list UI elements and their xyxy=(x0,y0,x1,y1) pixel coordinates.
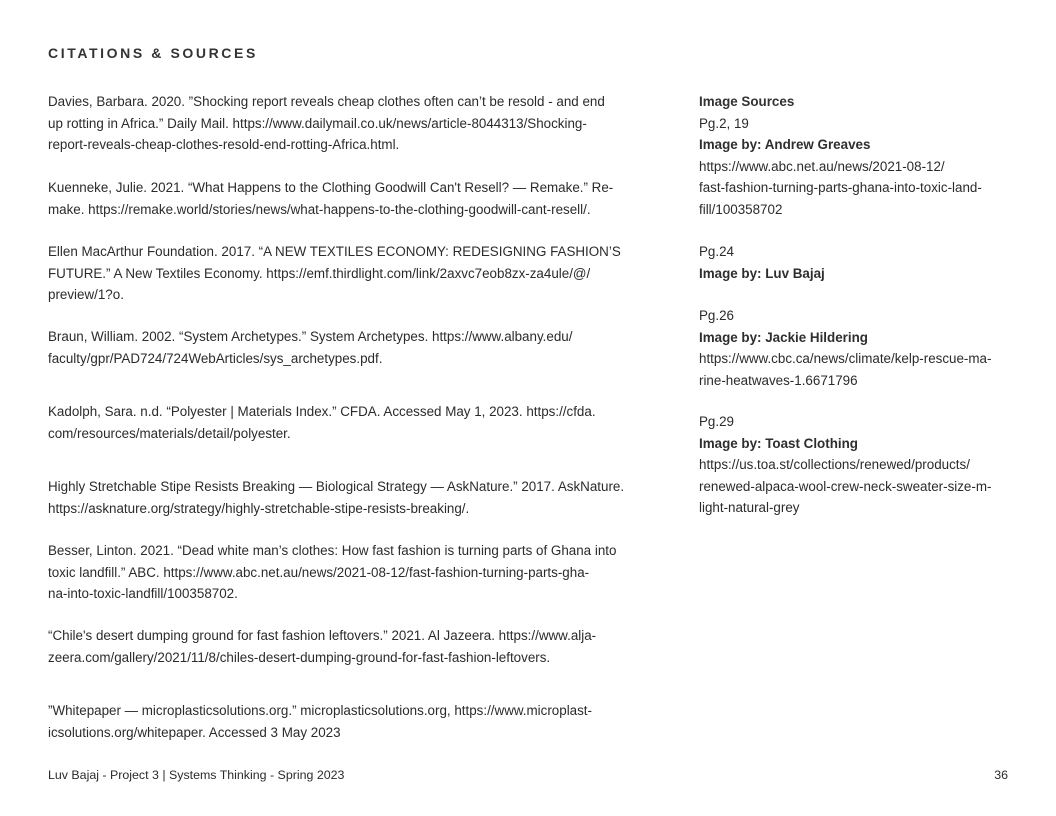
citation-line: toxic landfill.” ABC. https://www.abc.net.au/news/2021-08-12/fast-fashion-turning-parts-gha- xyxy=(48,564,590,580)
citation-line: ”Whitepaper — microplasticsolutions.org.” microplasticsolutions.org, https://www.microplast- xyxy=(48,703,592,718)
citation-line: zeera.com/gallery/2021/11/8/chiles-desert-dumping-ground-for-fast-fashion-leftovers. xyxy=(48,649,551,665)
citation-line: FUTURE.” A New Textiles Economy. https://emf.thirdlight.com/link/2axvc7eob8zx-za4ule/@/ xyxy=(48,265,591,281)
source-url-line: https://www.cbc.ca/news/climate/kelp-rescue-ma- xyxy=(699,351,992,366)
image-source-block xyxy=(699,411,1019,519)
citation-item xyxy=(48,401,613,444)
citation-line: Kadolph, Sara. n.d. “Polyester | Materials Index.” CFDA. Accessed May 1, 2023. https://cfda. xyxy=(48,404,596,419)
citation-line: Highly Stretchable Stipe Resists Breaking — Biological Strategy — AskNature.” 2017. AskNature. xyxy=(48,479,625,494)
image-credit: Image by: Andrew Greaves xyxy=(699,137,871,152)
image-source-block xyxy=(699,91,1019,220)
citation-line: Davies, Barbara. 2020. ”Shocking report reveals cheap clothes often can’t be resold - and end xyxy=(48,94,605,109)
source-url-line: https://us.toa.st/collections/renewed/products/ xyxy=(699,457,970,472)
citation-line: Ellen MacArthur Foundation. 2017. “A NEW TEXTILES ECONOMY: REDESIGNING FASHION’S xyxy=(48,244,621,259)
citation-line: preview/1?o. xyxy=(48,287,124,302)
page-number: 36 xyxy=(994,768,1008,782)
citation-line: na-into-toxic-landfill/100358702. xyxy=(48,586,238,601)
citation-line: up rotting in Africa.” Daily Mail. https://www.dailymail.co.uk/news/article-8044313/Shocking- xyxy=(48,115,587,131)
source-url-line: renewed-alpaca-wool-crew-neck-sweater-size-m- xyxy=(699,478,992,494)
image-sources-title: Image Sources xyxy=(699,94,795,109)
image-credit: Image by: Toast Clothing xyxy=(699,435,858,451)
citation-line: Kuenneke, Julie. 2021. “What Happens to the Clothing Goodwill Can't Resell? — Remake.” Re- xyxy=(48,180,614,195)
image-credit: Image by: Jackie Hildering xyxy=(699,329,868,345)
page-title: CITATIONS & SOURCES xyxy=(48,45,258,61)
citation-line: icsolutions.org/whitepaper. Accessed 3 May 2023 xyxy=(48,724,341,740)
image-source-block xyxy=(699,305,1019,391)
image-source-block xyxy=(699,241,1019,284)
citation-item xyxy=(48,540,617,605)
citation-item xyxy=(48,177,613,220)
source-url-line: rine-heatwaves-1.6671796 xyxy=(699,372,858,388)
citation-line: report-reveals-cheap-clothes-resold-end-rotting-Africa.html. xyxy=(48,137,400,152)
citation-line: com/resources/materials/detail/polyester. xyxy=(48,425,291,441)
citation-line: Braun, William. 2002. “System Archetypes.” System Archetypes. https://www.albany.edu/ xyxy=(48,329,573,344)
page-reference: Pg.26 xyxy=(699,308,734,323)
source-url-line: fast-fashion-turning-parts-ghana-into-toxic-land- xyxy=(699,180,982,195)
page-reference: Pg.24 xyxy=(699,244,734,259)
citation-item xyxy=(48,91,613,156)
citation-line: faculty/gpr/PAD724/724WebArticles/sys_archetypes.pdf. xyxy=(48,350,383,366)
citation-line: make. https://remake.world/stories/news/what-happens-to-the-clothing-goodwill-cant-resell/. xyxy=(48,201,591,217)
source-url-line: fill/100358702 xyxy=(699,201,783,217)
source-url-line: light-natural-grey xyxy=(699,500,800,515)
citation-line: Besser, Linton. 2021. “Dead white man’s clothes: How fast fashion is turning parts of Ghana into xyxy=(48,543,617,558)
citation-item xyxy=(48,476,625,519)
citation-item xyxy=(48,326,613,369)
citation-item xyxy=(48,625,613,668)
image-credit: Image by: Luv Bajaj xyxy=(699,265,825,281)
citation-item xyxy=(48,241,621,306)
footer-project-info: Luv Bajaj - Project 3 | Systems Thinking - Spring 2023 xyxy=(48,768,345,782)
citation-line: https://asknature.org/strategy/highly-stretchable-stipe-resists-breaking/. xyxy=(48,500,470,516)
page-reference: Pg.2, 19 xyxy=(699,115,749,131)
citation-line: “Chile's desert dumping ground for fast fashion leftovers.” 2021. Al Jazeera. https://www.alja- xyxy=(48,628,597,643)
source-url-line: https://www.abc.net.au/news/2021-08-12/ xyxy=(699,158,945,174)
page-reference: Pg.29 xyxy=(699,414,734,429)
citation-item xyxy=(48,700,613,743)
